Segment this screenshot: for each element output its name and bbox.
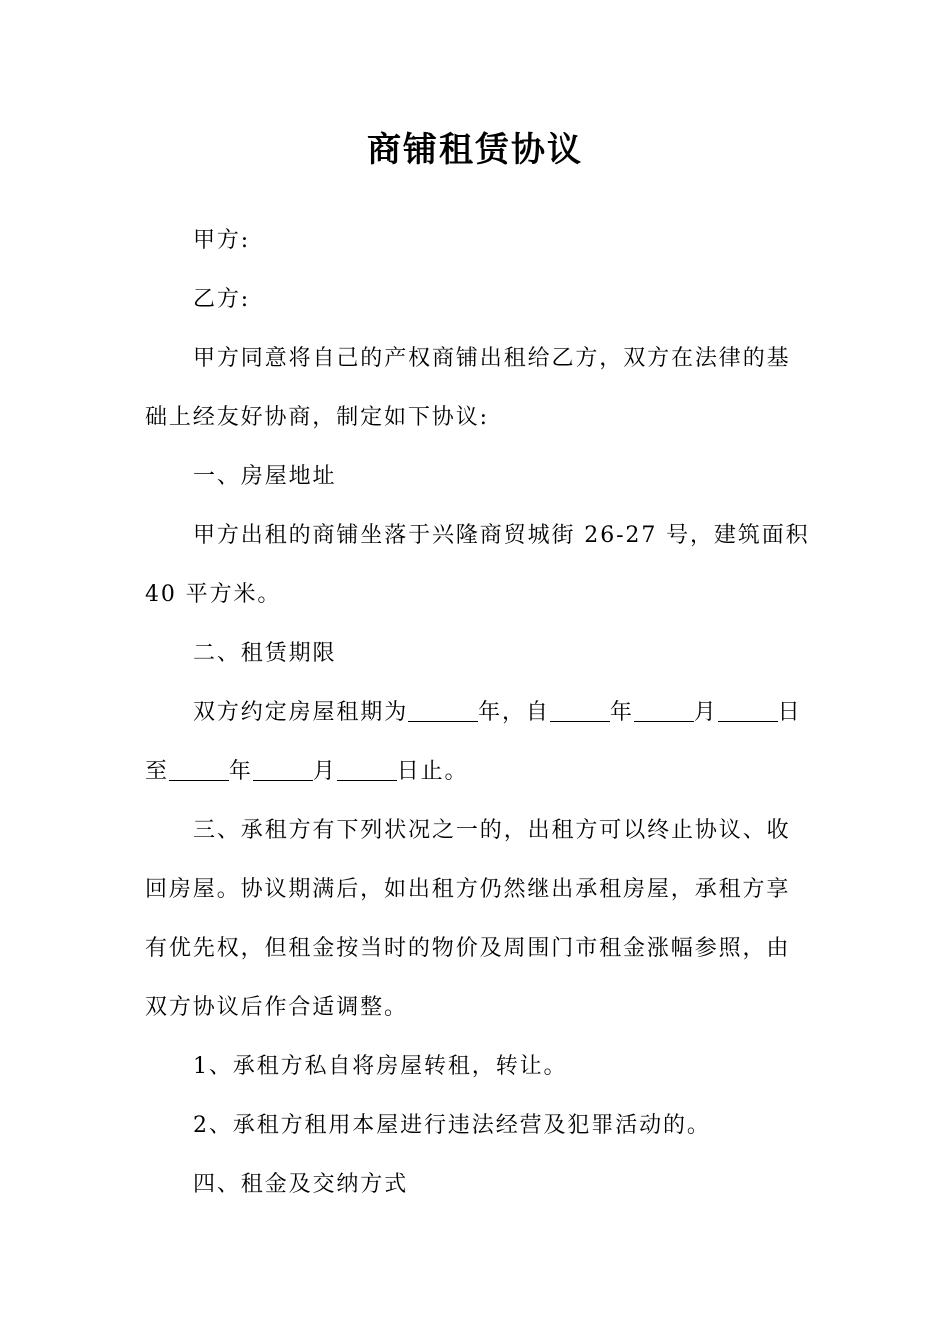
- term-line: [193, 698, 810, 728]
- to-day-blank[interactable]: [337, 758, 397, 781]
- section3-text-line-4: 双方协议后作合适调整。: [145, 995, 408, 1020]
- to-month-unit: 月: [312, 759, 337, 784]
- to-day-unit: 日止。: [396, 759, 469, 784]
- section3-item-2: 2、承租方租用本屋进行违法经营及犯罪活动的。: [193, 1113, 711, 1138]
- from-month-unit: 月: [693, 700, 718, 725]
- section3-text-line-3: 有优先权，但租金按当时的物价及周围门市租金涨幅参照，由: [145, 936, 791, 961]
- to-month-blank[interactable]: [253, 758, 313, 781]
- party-b-label: 乙方:: [193, 287, 251, 312]
- section4-heading: 四、租金及交纳方式: [193, 1172, 409, 1197]
- from-year-unit: 年: [609, 700, 634, 725]
- section1-text-line-1: 甲方出租的商铺坐落于兴隆商贸城街 26-27 号，建筑面积: [193, 523, 810, 548]
- term-end-line: [145, 757, 810, 787]
- section1-heading: 一、房屋地址: [193, 464, 337, 489]
- term-year-unit: 年，自: [478, 700, 550, 725]
- from-month-blank[interactable]: [634, 699, 694, 722]
- from-year-blank[interactable]: [550, 699, 610, 722]
- from-day-blank[interactable]: [718, 699, 778, 722]
- party-a-label: 甲方:: [193, 228, 251, 253]
- section3-item-1: 1、承租方私自将房屋转租，转让。: [193, 1054, 568, 1079]
- section1-text-line-2: 40 平方米。: [145, 582, 282, 607]
- to-prefix: 至: [145, 759, 169, 784]
- section3-text-line-1: 三、承租方有下列状况之一的，出租方可以终止协议、收: [193, 818, 791, 843]
- term-years-blank[interactable]: [408, 699, 478, 722]
- intro-line-2: 础上经友好协商，制定如下协议:: [145, 405, 489, 430]
- document-title: 商铺租赁协议: [367, 130, 583, 170]
- term-prefix: 双方约定房屋租期为: [193, 700, 409, 725]
- from-day-unit: 日: [777, 700, 802, 725]
- section3-text-line-2: 回房屋。协议期满后，如出租方仍然继出承租房屋，承租方享: [145, 877, 791, 902]
- intro-line-1: 甲方同意将自己的产权商铺出租给乙方，双方在法律的基: [193, 346, 791, 371]
- section2-heading: 二、租赁期限: [193, 641, 337, 666]
- to-year-blank[interactable]: [169, 758, 229, 781]
- to-year-unit: 年: [228, 759, 253, 784]
